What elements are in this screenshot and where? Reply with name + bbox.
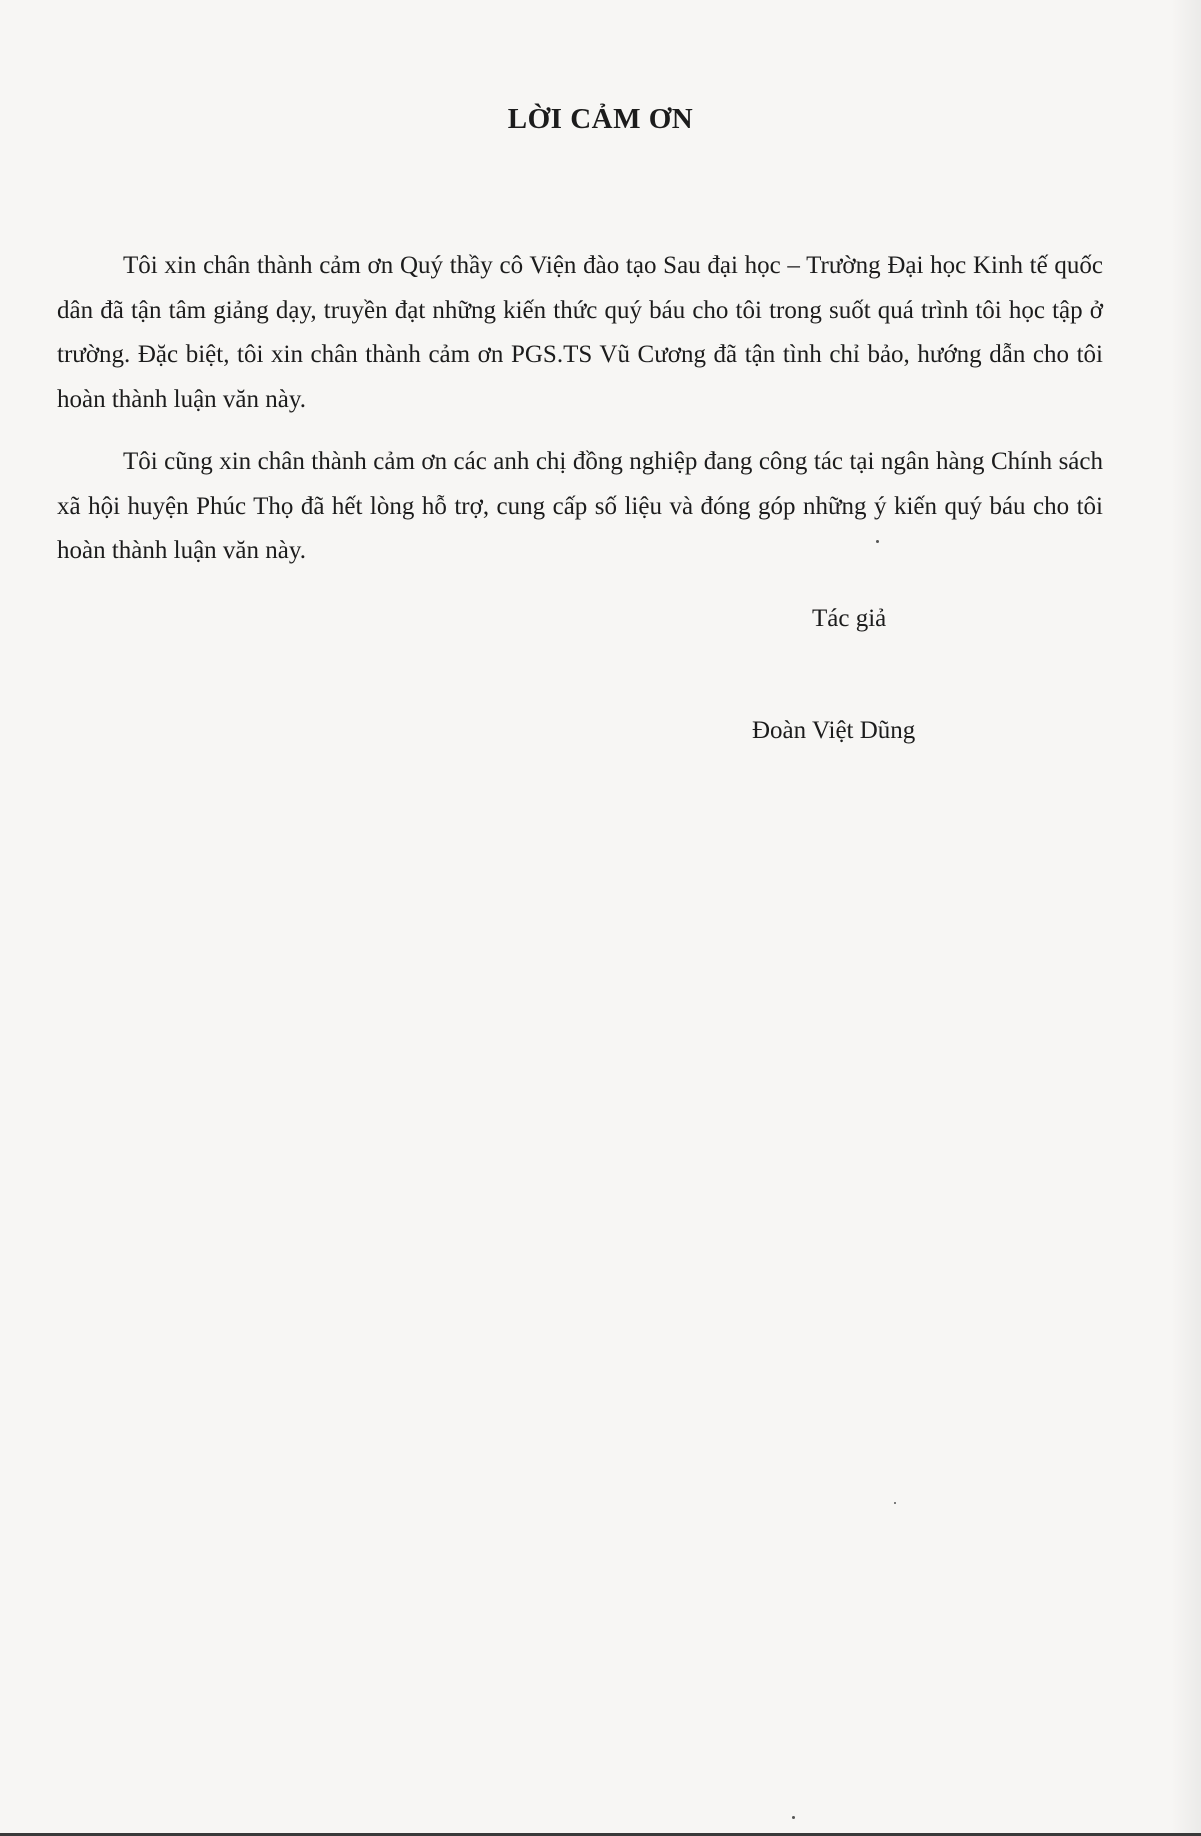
scan-speck [792, 1816, 795, 1819]
scan-speck [876, 540, 879, 543]
acknowledgement-body [57, 244, 1103, 592]
scan-edge-shadow [1171, 0, 1201, 1836]
scan-speck [894, 1502, 896, 1504]
signature-role: Tác giả [812, 605, 887, 632]
signature-name: Đoàn Việt Dũng [752, 717, 916, 744]
paragraph-1: Tôi xin chân thành cảm ơn Quý thầy cô Viện đào tạo Sau đại học – Trường Đại học Kinh tế quốc dân đã tận tâm giảng dạy, truyền đạt những kiến thức quý báu cho tôi trong suốt quá trình tôi học tập ở trường. Đặc biệt, tôi xin chân thành cảm ơn PGS.TS Vũ Cương đã tận tình chỉ bảo, hướng dẫn cho tôi hoàn thành luận văn này. [57, 252, 1103, 413]
page-title: LỜI CẢM ƠN [507, 103, 694, 135]
paragraph-2: Tôi cũng xin chân thành cảm ơn các anh chị đồng nghiệp đang công tác tại ngân hàng Chính sách xã hội huyện Phúc Thọ đã hết lòng hỗ trợ, cung cấp số liệu và đóng góp những ý kiến quý báu cho tôi hoàn thành luận văn này. [57, 448, 1103, 564]
